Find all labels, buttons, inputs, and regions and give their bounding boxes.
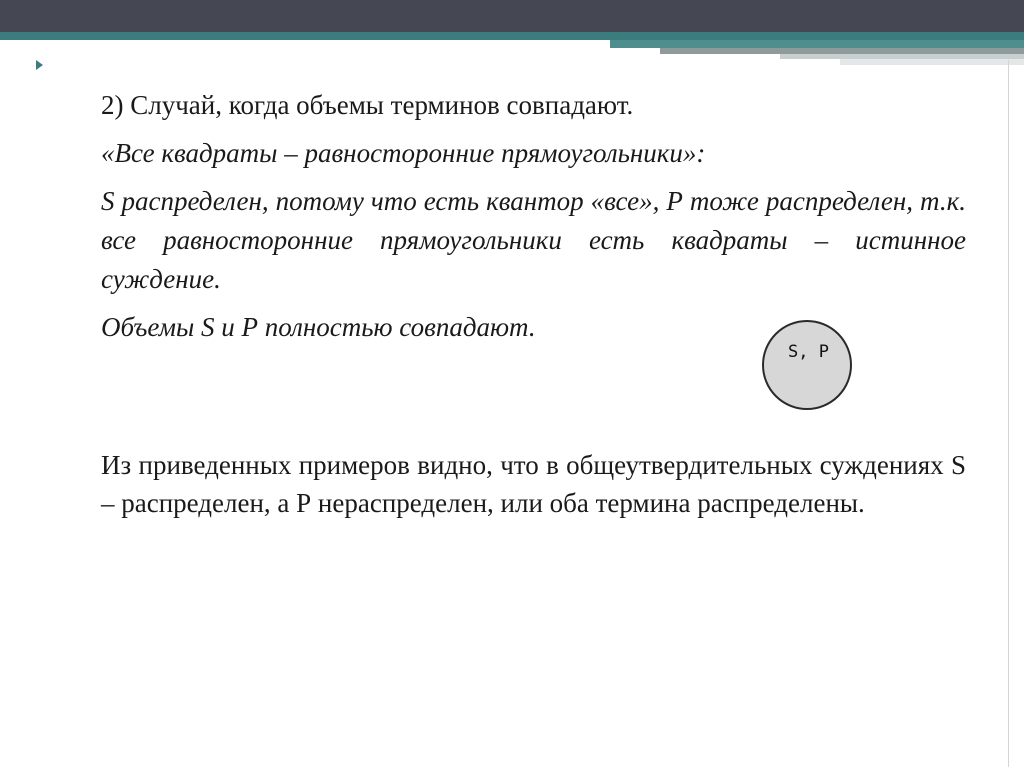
header-stripe: [610, 40, 1024, 48]
euler-circle-label: S, P: [788, 342, 829, 362]
slide-border: [1008, 60, 1009, 767]
header-bar: [0, 0, 1024, 32]
euler-circle: [762, 320, 852, 410]
example-statement: «Все квадраты – равносторонние прямоугольники»:: [101, 138, 706, 168]
distribution-explanation: S распределен, потому что есть квантор «все», Р тоже распределен, т.к. все равносторонние прямоугольники есть квадраты – истинное суждение.: [101, 186, 966, 294]
slide-body: [101, 86, 966, 356]
header-stripe: [840, 59, 1024, 65]
header-stripe: [0, 32, 1024, 40]
volumes-coincide: Объемы S и Р полностью совпадают.: [101, 312, 536, 342]
conclusion-paragraph: Из приведенных примеров видно, что в общеутвердительных суждениях S – распределен, а Р нераспределен, или оба термина распределены.: [101, 450, 966, 518]
arrow-right-icon: [36, 60, 43, 70]
case-heading: 2) Случай, когда объемы терминов совпадают.: [101, 90, 634, 120]
